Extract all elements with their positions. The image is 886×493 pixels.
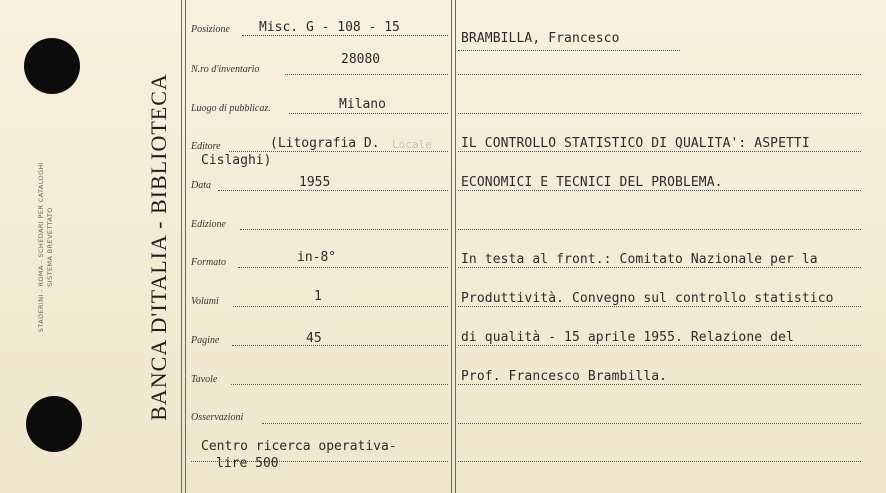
label-tavole: Tavole [191, 374, 218, 385]
line-right-5 [458, 190, 861, 191]
line-right-7 [458, 267, 861, 268]
bank-library-title: BANCA D'ITALIA - BIBLIOTECA [146, 73, 171, 421]
line-pagine [232, 345, 448, 346]
line-right-2 [458, 74, 861, 75]
line-right-9 [458, 345, 861, 346]
value-pagine: 45 [306, 331, 322, 346]
punch-hole-top [24, 38, 80, 94]
value-formato: in-8° [297, 250, 337, 265]
line-formato [238, 267, 448, 268]
printer-imprint [37, 147, 55, 347]
printer-line-1: STADERINI - ROMA - SCHEDARI PER CATALOGHI [37, 161, 45, 333]
line-data [218, 190, 448, 191]
label-volumi: Volumi [191, 296, 219, 307]
label-osservazioni: Osservazioni [191, 412, 244, 423]
value-osservazioni-line-2: lire 500 [216, 456, 279, 471]
divider-mid-inner [455, 0, 456, 493]
value-editore-line-1: (Litografia D. [270, 136, 380, 151]
label-data: Data [191, 180, 211, 191]
line-inventario [285, 74, 448, 75]
line-right-11 [458, 423, 861, 424]
line-right-6 [458, 229, 861, 230]
value-luogo: Milano [339, 97, 386, 112]
label-editore: Editore [191, 141, 221, 152]
label-luogo: Luogo di pubblicaz. [191, 103, 271, 114]
line-editore [229, 151, 448, 152]
divider-mid-outer [451, 0, 452, 493]
line-right-8 [458, 306, 861, 307]
punch-hole-bottom [26, 396, 82, 452]
value-inventario: 28080 [341, 52, 381, 67]
line-right-3 [458, 113, 861, 114]
printer-line-2: SISTEMA BREVETTATO [46, 207, 54, 287]
note-line-1: In testa al front.: Comitato Nazionale per la [461, 252, 818, 267]
divider-left-outer [181, 0, 182, 493]
line-osservazioni [262, 423, 448, 424]
label-edizione: Edizione [191, 219, 226, 230]
note-line-4: Prof. Francesco Brambilla. [461, 369, 668, 384]
line-right-1 [458, 50, 680, 51]
label-pagine: Pagine [191, 335, 220, 346]
value-editore-line-2: Cislaghi) [201, 153, 272, 168]
title-line-2: ECONOMICI E TECNICI DEL PROBLEMA. [461, 175, 723, 190]
line-right-12 [458, 461, 861, 462]
line-right-4 [458, 151, 861, 152]
line-luogo [289, 113, 448, 114]
note-line-2: Produttività. Convegno sul controllo statistico [461, 291, 834, 306]
label-posizione: Posizione [191, 24, 230, 35]
author-heading: BRAMBILLA, Francesco [461, 31, 620, 46]
value-editore-faint: Locale [392, 138, 432, 151]
value-posizione: Misc. G - 108 - 15 [259, 20, 400, 35]
value-osservazioni-line-1: Centro ricerca operativa- [201, 439, 397, 454]
line-edizione [240, 229, 448, 230]
line-tavole [231, 384, 448, 385]
line-posizione [242, 35, 448, 36]
label-inventario: N.ro d'inventario [191, 64, 260, 75]
value-volumi: 1 [314, 289, 322, 304]
line-volumi [233, 306, 448, 307]
note-line-3: di qualità - 15 aprile 1955. Relazione del [461, 330, 794, 345]
line-right-10 [458, 384, 861, 385]
divider-left-inner [185, 0, 186, 493]
title-line-1: IL CONTROLLO STATISTICO DI QUALITA': ASPETTI [461, 136, 810, 151]
value-data: 1955 [299, 175, 331, 190]
label-formato: Formato [191, 257, 226, 268]
